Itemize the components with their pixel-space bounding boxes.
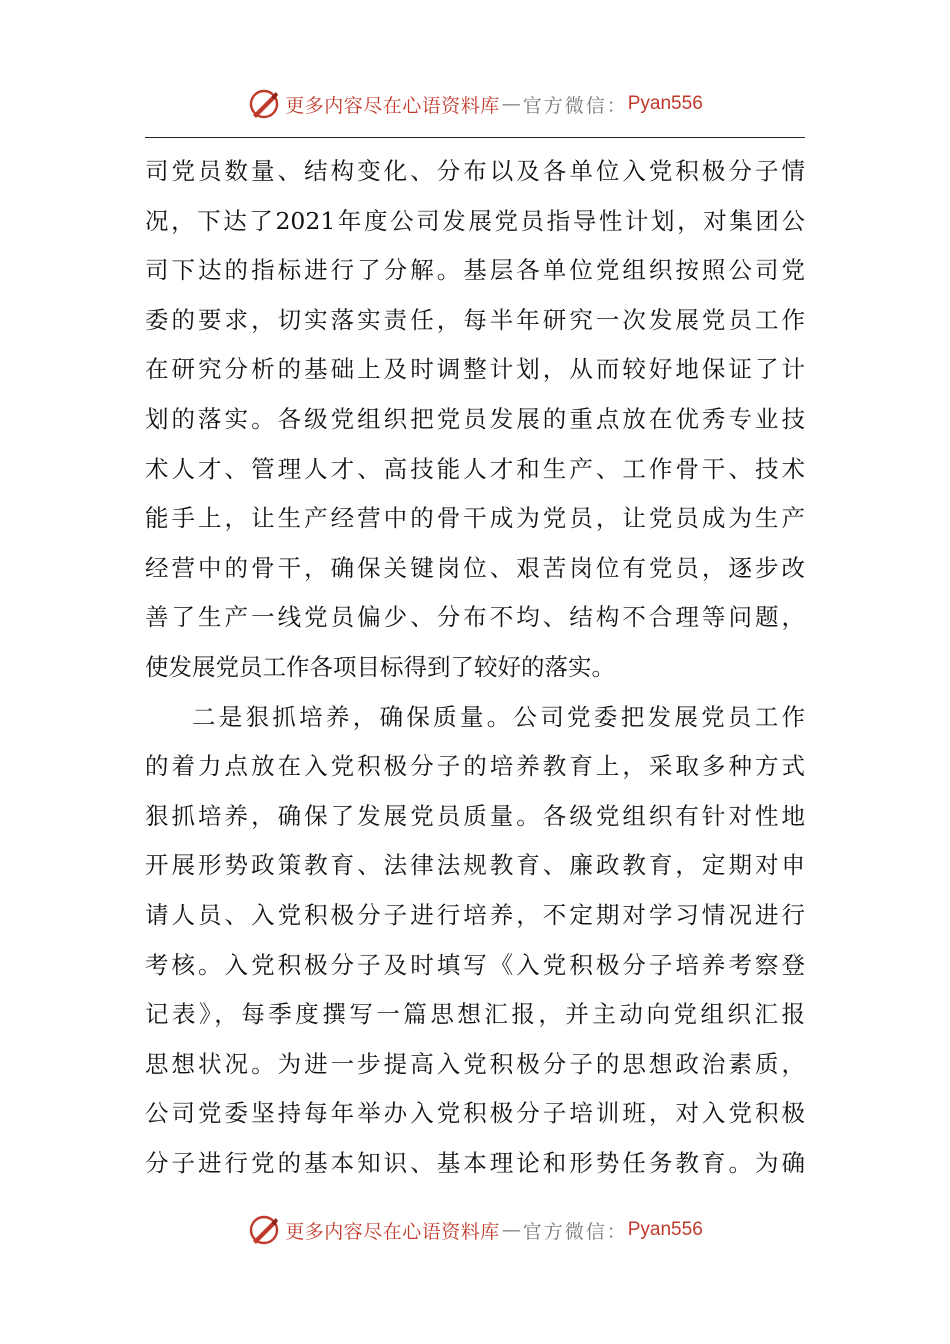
document-body (145, 147, 805, 1188)
text-line: 狠抓培养，确保了发展党员质量。各级党组织有针对性地 (145, 801, 805, 830)
watermark-dash: — (501, 93, 521, 115)
text-line: 划的落实。各级党组织把党员发展的重点放在优秀专业技 (145, 404, 805, 433)
paragraph-start-line: 二是狠抓培养，确保质量。公司党委把发展党员工作 (192, 702, 805, 731)
text-line: 在研究分析的基础上及时调整计划，从而较好地保证了计 (145, 355, 805, 384)
text-line: 请人员、入党积极分子进行培养，不定期对学习情况进行 (145, 900, 805, 929)
text-line: 司下达的指标进行了分解。基层各单位党组织按照公司党 (145, 256, 805, 285)
text-line: 开展形势政策教育、法律法规教育、廉政教育，定期对申 (145, 851, 805, 880)
text-line: 术人才、管理人才、高技能人才和生产、工作骨干、技术 (145, 454, 805, 483)
watermark-official-label: 官方微信： (522, 1220, 628, 1243)
text-line: 况，下达了2021年度公司发展党员指导性计划，对集团公 (145, 206, 805, 235)
text-line: 公司党委坚持每年举办入党积极分子培训班，对入党积极 (145, 1099, 805, 1128)
text-line: 善了生产一线党员偏少、分布不均、结构不合理等问题， (145, 603, 805, 632)
text-line: 分子进行党的基本知识、基本理论和形势任务教育。为确 (145, 1148, 805, 1177)
text-line: 经营中的骨干，确保关键岗位、艰苦岗位有党员，逐步改 (145, 553, 805, 582)
footer-watermark (0, 1210, 950, 1250)
text-line: 司党员数量、结构变化、分布以及各单位入党积极分子情 (145, 157, 805, 185)
text-line: 思想状况。为进一步提高入党积极分子的思想政治素质， (145, 1049, 805, 1078)
text-line: 能手上，让生产经营中的骨干成为党员，让党员成为生产 (145, 504, 805, 533)
text-line: 记表》，每季度撰写一篇思想汇报，并主动向党组织汇报 (145, 1000, 805, 1029)
header-watermark (0, 84, 950, 124)
pen-logo-icon (247, 1213, 281, 1247)
watermark-brand-text: 更多内容尽在心语资料库 (285, 94, 500, 117)
watermark-wechat-id: Pyan556 (627, 1219, 703, 1240)
text-line: 委的要求，切实落实责任，每半年研究一次发展党员工作 (145, 305, 805, 334)
header-divider (145, 137, 805, 138)
pen-logo-icon (247, 87, 281, 121)
watermark-dash: — (501, 1219, 521, 1241)
text-line: 考核。入党积极分子及时填写《入党积极分子培养考察登 (145, 950, 805, 979)
text-line: 的着力点放在入党积极分子的培养教育上，采取多种方式 (145, 752, 805, 781)
text-line: 使发展党员工作各项目标得到了较好的落实。 (145, 652, 615, 681)
watermark-official-label: 官方微信： (522, 94, 628, 117)
watermark-brand-text: 更多内容尽在心语资料库 (285, 1220, 500, 1243)
watermark-wechat-id: Pyan556 (627, 93, 703, 114)
